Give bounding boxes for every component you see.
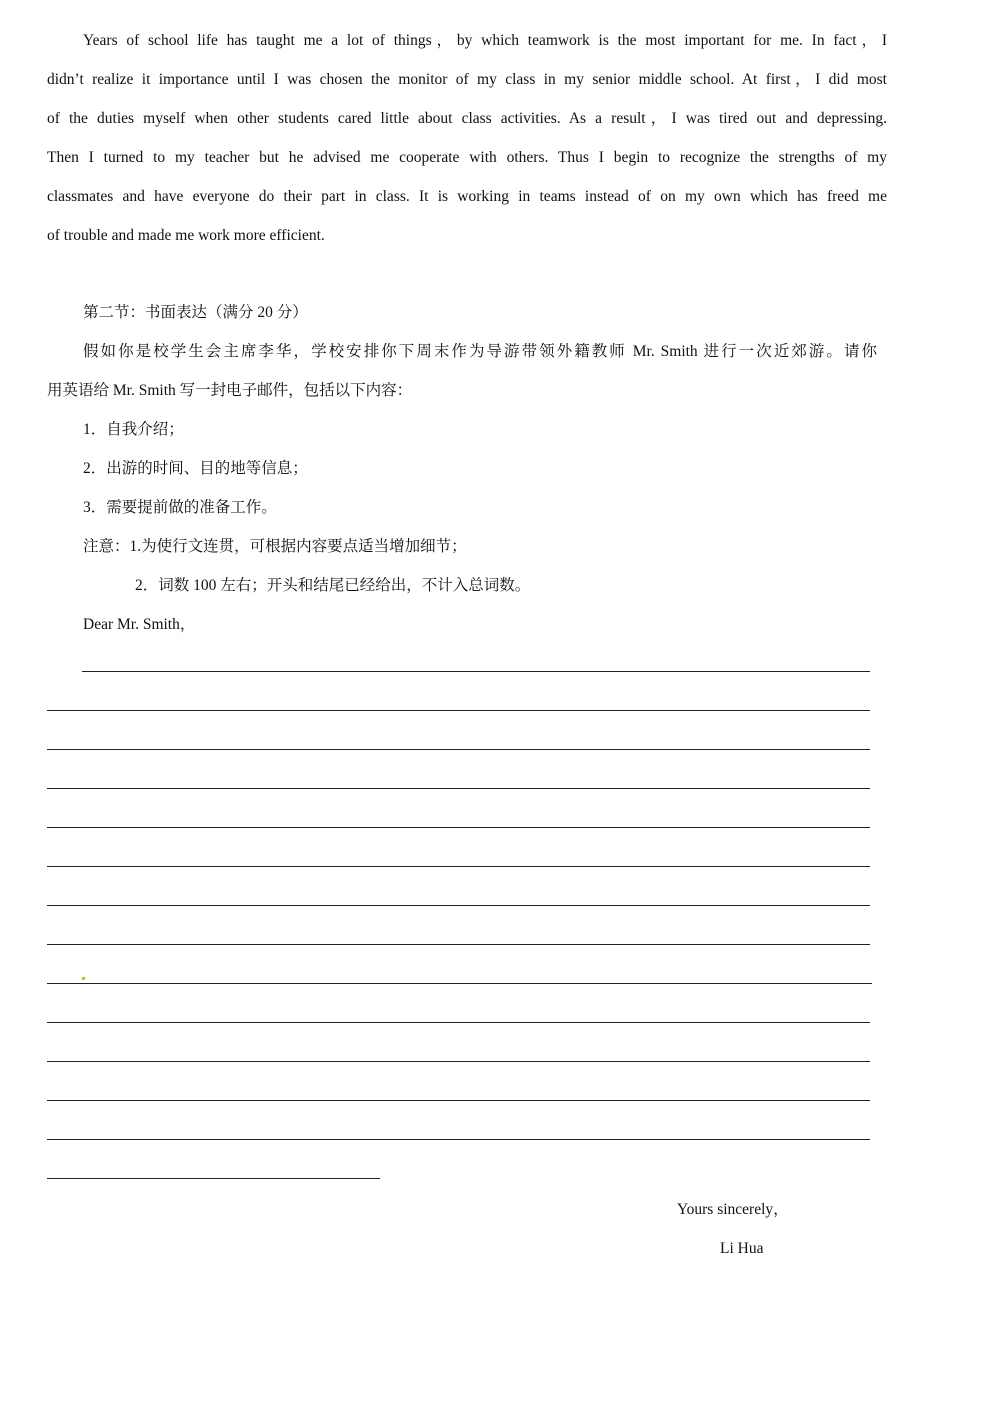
section-heading: 第二节：书面表达（满分 20 分）	[83, 304, 308, 321]
answer-line[interactable]	[47, 983, 872, 984]
answer-line[interactable]	[47, 1022, 870, 1023]
passage-line-2: didn’t realize it importance until I was chosen the monitor of my class in my senior middle school. At first，I did most	[47, 71, 887, 88]
content-item-3: 3．需要提前做的准备工作。	[83, 499, 277, 516]
stray-mark	[82, 977, 85, 980]
error-correction-passage	[47, 21, 887, 255]
passage-line-4: Then I turned to my teacher but he advised me cooperate with others. Thus I begin to recognize the strengths of my	[47, 149, 887, 166]
answer-line[interactable]	[47, 1139, 870, 1140]
prompt-line-2: 用英语给 Mr. Smith 写一封电子邮件，包括以下内容：	[47, 382, 413, 399]
answer-line[interactable]	[47, 788, 870, 789]
answer-line[interactable]	[47, 944, 870, 945]
answer-line[interactable]	[47, 827, 870, 828]
answer-line-short[interactable]	[47, 1178, 380, 1179]
passage-line-1: Years of school life has taught me a lot of things，by which teamwork is the most important for me. In fact，I	[83, 32, 887, 49]
prompt-line-1: 假如你是校学生会主席李华，学校安排你下周末作为导游带领外籍教师 Mr. Smith 进行一次近郊游。请你	[83, 343, 877, 360]
answer-line[interactable]	[47, 1061, 870, 1062]
answer-line[interactable]	[47, 866, 870, 867]
passage-line-5: classmates and have everyone do their part in class. It is working in teams instead of on my own which has freed me	[47, 188, 887, 205]
sign-off: Yours sincerely，	[677, 1201, 789, 1218]
letter-salutation: Dear Mr. Smith，	[83, 616, 196, 633]
answer-line[interactable]	[47, 749, 870, 750]
content-item-2: 2．出游的时间、目的地等信息；	[83, 460, 308, 477]
note-line-1: 注意：1.为使行文连贯，可根据内容要点适当增加细节；	[83, 538, 467, 555]
answer-line[interactable]	[47, 905, 870, 906]
signature: Li Hua	[720, 1240, 764, 1257]
note-line-2: 2．词数 100 左右；开头和结尾已经给出，不计入总词数。	[135, 577, 531, 594]
answer-line[interactable]	[47, 710, 870, 711]
writing-section	[47, 293, 877, 644]
answer-line[interactable]	[82, 671, 870, 672]
content-item-1: 1．自我介绍；	[83, 421, 184, 438]
passage-line-3: of the duties myself when other students cared little about class activities. As a result，I was tired out and depressing.	[47, 110, 887, 127]
passage-line-6: of trouble and made me work more efficient.	[47, 227, 325, 244]
letter-closing	[677, 1190, 789, 1268]
answer-line[interactable]	[47, 1100, 870, 1101]
